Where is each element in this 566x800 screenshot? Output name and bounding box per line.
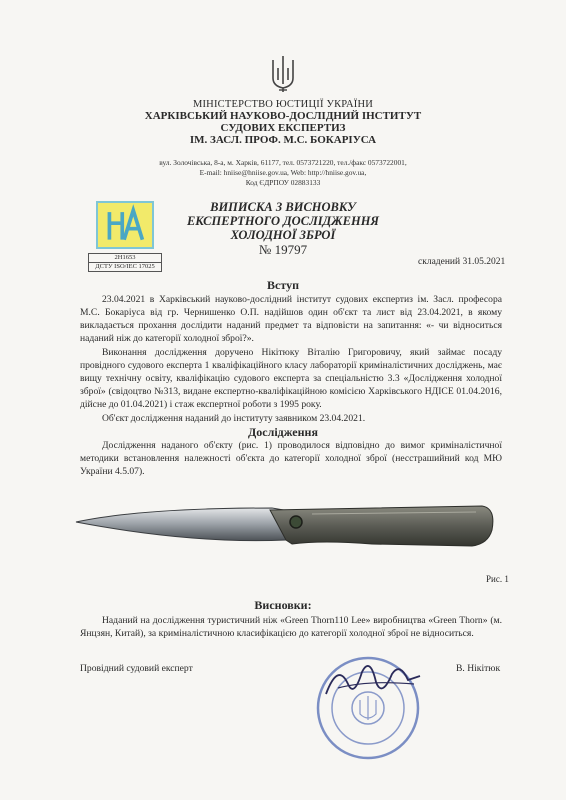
conclusions-paragraph: Наданий на дослідження туристичний ніж «Green Thorn110 Lee» виробництва «Green Thorn» (м. Янцзян, Китай), за криміналістичною класифікацією до категорії холодної зброї не відноситься.	[80, 615, 502, 639]
certificate-standard: ДСТУ ISO/IEC 17025	[89, 262, 161, 271]
intro-paragraph-3: Об'єкт дослідження наданий до інституту заявником 23.04.2021.	[102, 413, 366, 424]
document-title-line2: ЕКСПЕРТНОГО ДОСЛІДЖЕННЯ	[186, 214, 380, 228]
institute-name-line2: СУДОВИХ ЕКСПЕРТИЗ	[220, 122, 346, 134]
ministry-name: МІНІСТЕРСТВО ЮСТИЦІЇ УКРАЇНИ	[192, 99, 374, 110]
document-number: № 19797	[258, 242, 308, 257]
document-date: складений 31.05.2021	[418, 257, 506, 267]
intro-paragraph-1: 23.04.2021 в Харківський науково-дослідний інститут судових експертиз ім. Засл. професора М.С. Бокаріуса від гр. Чернишенко О.П. надійшов один об'єкт та лист від 23.04.2021, в якому викладається прохання дослідити наданий предмет та відповісти на запитання: «- чи відноситься наданий ніж до категорії холодної зброї?».	[80, 294, 502, 344]
institute-name-line3: ІМ. ЗАСЛ. ПРОФ. М.С. БОКАРІУСА	[189, 134, 377, 146]
research-paragraph: Дослідження наданого об'єкту (рис. 1) проводилося відповідно до вимог криміналістичної методики встановлення належності об'єкта до категорії холодної зброї (несстрашийний код МЮ України 4.5.07).	[80, 440, 502, 477]
document-title-line1: ВИПИСКА З ВИСНОВКУ	[210, 200, 356, 214]
document-title-line3: ХОЛОДНОЇ ЗБРОЇ	[230, 228, 336, 242]
knife-photo	[72, 500, 502, 560]
handwritten-signature	[318, 654, 428, 704]
intro-heading: Вступ	[267, 278, 299, 292]
signer-name: В. Нікітюк	[456, 663, 501, 674]
conclusions-heading: Висновки:	[254, 598, 312, 612]
institute-name-line1: ХАРКІВСЬКИЙ НАУКОВО-ДОСЛІДНИЙ ІНСТИТУТ	[144, 110, 422, 122]
trident-emblem-icon	[270, 54, 296, 94]
certificate-number: 2Н1653	[114, 254, 136, 261]
research-heading: Дослідження	[248, 425, 318, 439]
figure-caption: Рис. 1	[486, 574, 509, 584]
address-line3: Код ЄДРПОУ 02883133	[245, 178, 321, 187]
signer-role: Провідний судовий експерт	[80, 663, 193, 674]
address-line1: вул. Золочівська, 8-а, м. Харків, 61177, тел. 0573721220, тел./факс 0573722001,	[159, 158, 407, 167]
address-line2: E-mail: hniise@hniise.gov.ua, Web: http://hniise.gov.ua,	[199, 168, 367, 177]
intro-paragraph-2: Виконання дослідження доручено Нікітюку Віталію Григоровичу, який займає посаду провідного судового експерта 1 кваліфікаційного класу лабораторії криміналістичних досліджень, має вищу технічну освіту, кваліфікацію судового експерта за спеціальністю 3.3 «Дослідження холодної зброї» (свідоцтво №313, видане експертно-кваліфікаційною комісією Харківського НДІСЕ 01.04.2016, дійсне до 01.04.2021) і стаж експертної роботи з 1995 року.	[80, 347, 502, 410]
